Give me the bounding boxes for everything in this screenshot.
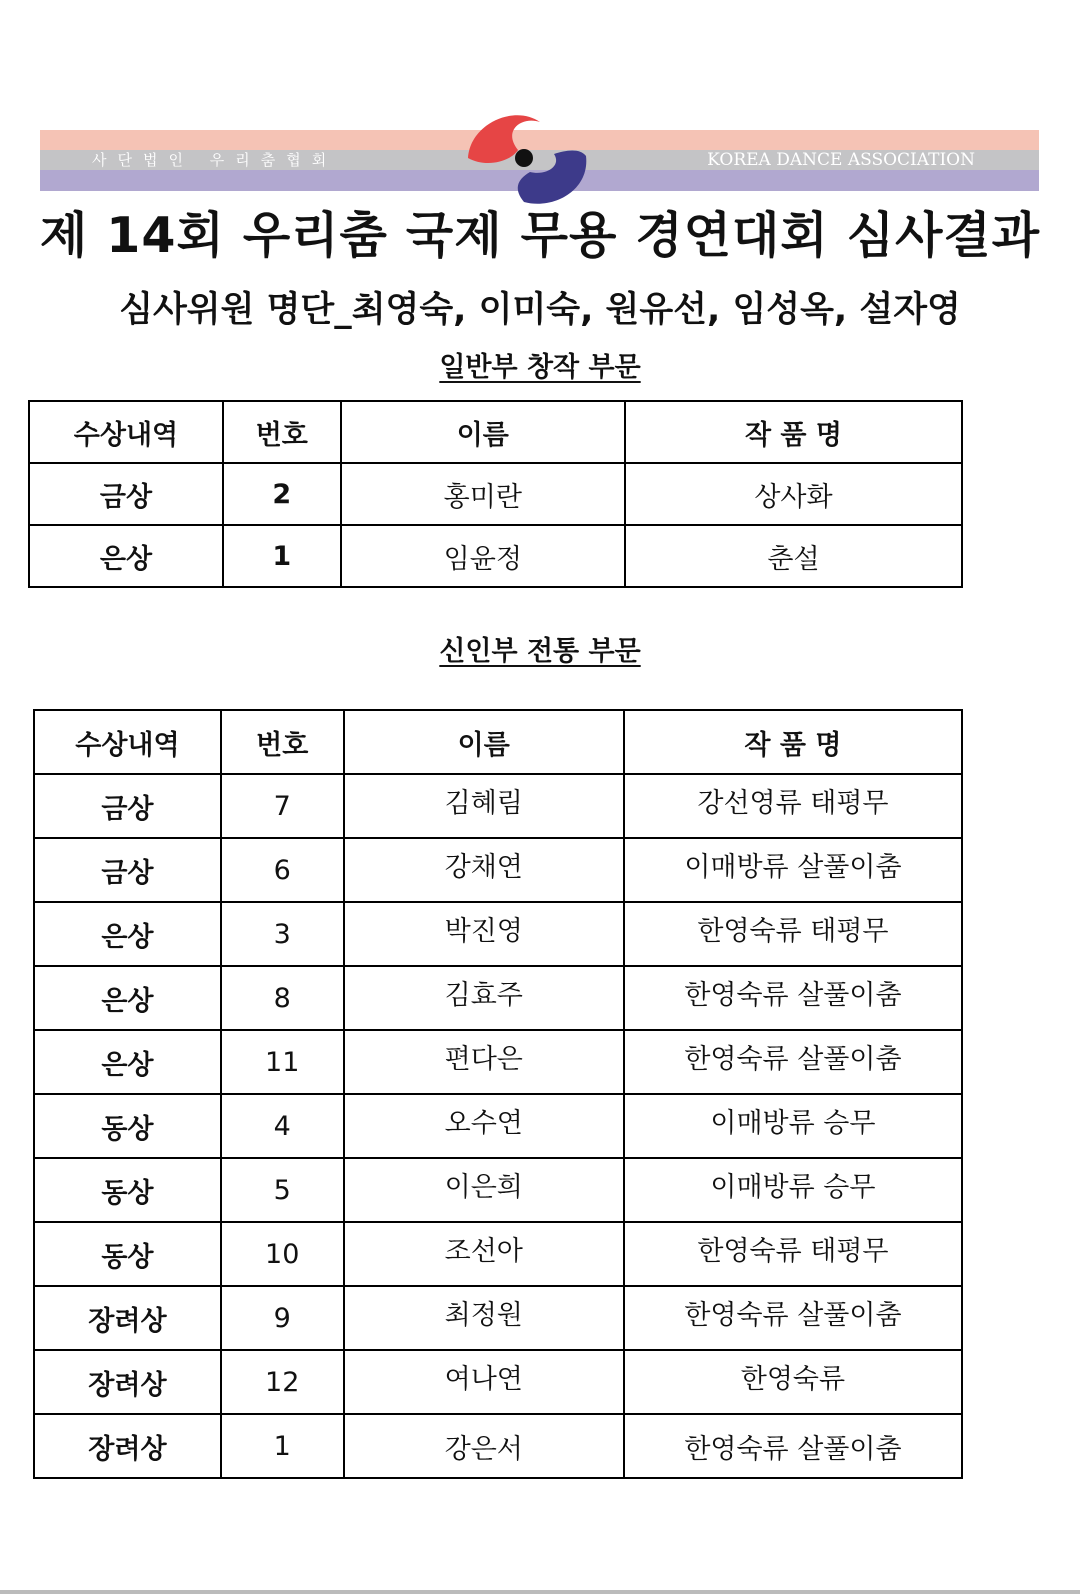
name-cell: 여나연 [344, 1350, 624, 1414]
table-row [29, 525, 962, 587]
name-cell: 임윤정 [341, 525, 625, 587]
table-row [34, 1222, 962, 1286]
name-cell: 김혜림 [344, 774, 624, 838]
name-cell: 강은서 [344, 1414, 624, 1478]
table-row [34, 902, 962, 966]
award-cell: 금상 [29, 463, 223, 525]
work-cell: 강선영류 태평무 [624, 774, 962, 838]
number-cell: 7 [221, 774, 344, 838]
results-table-general-creative [28, 400, 963, 588]
number-cell: 5 [221, 1158, 344, 1222]
table-header-row [34, 710, 962, 774]
name-cell: 김효주 [344, 966, 624, 1030]
work-cell: 이매방류 승무 [624, 1158, 962, 1222]
work-cell: 한영숙류 [624, 1350, 962, 1414]
header-award: 수상내역 [34, 710, 221, 774]
table-row [34, 1414, 962, 1478]
header-award: 수상내역 [29, 401, 223, 463]
banner-english-name: KOREA DANCE ASSOCIATION [707, 150, 975, 170]
name-cell: 홍미란 [341, 463, 625, 525]
page-bottom-edge [0, 1590, 1080, 1594]
table-row [29, 463, 962, 525]
number-cell: 3 [221, 902, 344, 966]
award-cell: 장려상 [34, 1414, 221, 1478]
work-cell: 한영숙류 살풀이춤 [624, 1414, 962, 1478]
table-row [34, 1030, 962, 1094]
number-cell: 4 [221, 1094, 344, 1158]
table-row [34, 1094, 962, 1158]
name-cell: 조선아 [344, 1222, 624, 1286]
number-cell: 6 [221, 838, 344, 902]
judges-list: 심사위원 명단_최영숙, 이미숙, 원유선, 임성옥, 설자영 [119, 290, 961, 330]
work-cell: 이매방류 승무 [624, 1094, 962, 1158]
name-cell: 최정원 [344, 1286, 624, 1350]
header-work: 작 품 명 [625, 401, 962, 463]
number-cell: 9 [221, 1286, 344, 1350]
work-cell: 한영숙류 살풀이춤 [624, 1030, 962, 1094]
award-cell: 금상 [34, 838, 221, 902]
table-row [34, 966, 962, 1030]
award-cell: 은상 [34, 902, 221, 966]
work-cell: 상사화 [625, 463, 962, 525]
number-cell: 1 [223, 525, 341, 587]
header-name: 이름 [344, 710, 624, 774]
section-title-general-creative: 일반부 창작 부문 [439, 352, 641, 383]
header-work: 작 품 명 [624, 710, 962, 774]
table-row [34, 838, 962, 902]
number-cell: 8 [221, 966, 344, 1030]
table-row [34, 774, 962, 838]
header-name: 이름 [341, 401, 625, 463]
name-cell: 이은희 [344, 1158, 624, 1222]
name-cell: 편다은 [344, 1030, 624, 1094]
banner-korean-name: 사단법인 우리춤협회 [92, 151, 338, 169]
logo-center-dot [515, 149, 533, 167]
award-cell: 동상 [34, 1094, 221, 1158]
award-cell: 동상 [34, 1158, 221, 1222]
award-cell: 금상 [34, 774, 221, 838]
award-cell: 장려상 [34, 1350, 221, 1414]
work-cell: 한영숙류 살풀이춤 [624, 966, 962, 1030]
number-cell: 10 [221, 1222, 344, 1286]
award-cell: 장려상 [34, 1286, 221, 1350]
section-title-newcomer-traditional: 신인부 전통 부문 [439, 636, 641, 667]
name-cell: 박진영 [344, 902, 624, 966]
table-row [34, 1158, 962, 1222]
work-cell: 한영숙류 태평무 [624, 1222, 962, 1286]
award-cell: 은상 [34, 966, 221, 1030]
table-header-row [29, 401, 962, 463]
results-table-newcomer-traditional [33, 709, 963, 1479]
table-row [34, 1286, 962, 1350]
award-cell: 동상 [34, 1222, 221, 1286]
name-cell: 오수연 [344, 1094, 624, 1158]
work-cell: 이매방류 살풀이춤 [624, 838, 962, 902]
award-cell: 은상 [34, 1030, 221, 1094]
number-cell: 11 [221, 1030, 344, 1094]
header-number: 번호 [223, 401, 341, 463]
number-cell: 1 [221, 1414, 344, 1478]
association-logo-icon [466, 110, 602, 210]
work-cell: 한영숙류 살풀이춤 [624, 1286, 962, 1350]
table-row [34, 1350, 962, 1414]
work-cell: 한영숙류 태평무 [624, 902, 962, 966]
number-cell: 2 [223, 463, 341, 525]
award-cell: 은상 [29, 525, 223, 587]
number-cell: 12 [221, 1350, 344, 1414]
name-cell: 강채연 [344, 838, 624, 902]
header-number: 번호 [221, 710, 344, 774]
work-cell: 춘설 [625, 525, 962, 587]
document-title: 제 14회 우리춤 국제 무용 경연대회 심사결과 [39, 207, 1041, 264]
